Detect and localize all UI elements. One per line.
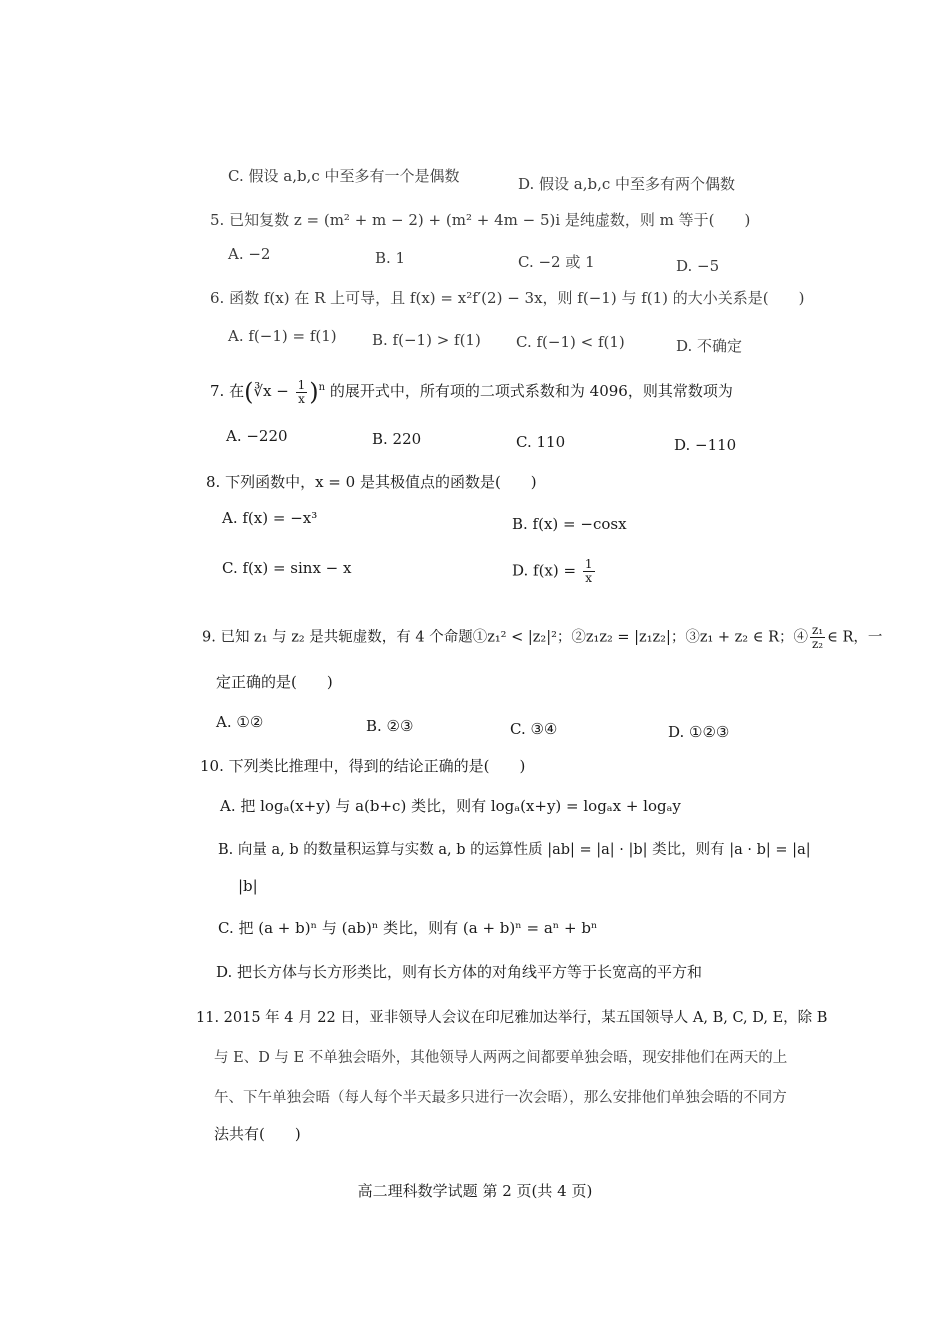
q7-prefix: 7. 在	[210, 382, 245, 400]
q5-stem: 5. 已知复数 z = (m² + m − 2) + (m² + 4m − 5)i 是纯虚数，则 m 等于( )	[210, 211, 751, 229]
q11-line3: 午、下午单独会晤（每人每个半天最多只进行一次会晤），那么安排他们单独会晤的不同方	[214, 1090, 787, 1106]
q10-option-b-line2: |b|	[238, 877, 258, 895]
q11-line1: 11. 2015 年 4 月 22 日，亚非领导人会议在印尼雅加达举行，某五国领导人 A, B, C, D, E，除 B	[196, 1010, 828, 1026]
q8-option-d-fraction	[583, 558, 595, 585]
q9-option-b: B. ②③	[366, 717, 414, 735]
q10-option-c: C. 把 (a + b)ⁿ 与 (ab)ⁿ 类比，则有 (a + b)ⁿ = aⁿ + bⁿ	[218, 919, 598, 937]
q5-option-c: C. −2 或 1	[518, 253, 595, 271]
page-footer: 高二理科数学试题 第 2 页(共 4 页)	[357, 1182, 593, 1200]
q7-right-paren: )	[309, 378, 319, 406]
q7-power: n	[318, 382, 326, 393]
q8-option-d	[512, 558, 597, 585]
q9-line1	[202, 624, 882, 651]
q9-option-c: C. ③④	[510, 720, 558, 738]
q6-option-d: D. 不确定	[676, 337, 743, 355]
q8-stem: 8. 下列函数中，x = 0 是其极值点的函数是( )	[206, 473, 537, 491]
q9-option-d: D. ①②③	[668, 723, 730, 741]
q5-option-b: B. 1	[375, 249, 406, 267]
q10-option-a: A. 把 logₐ(x+y) 与 a(b+c) 类比，则有 logₐ(x+y) = logₐx + logₐy	[220, 797, 681, 815]
q7-radical: ∛x	[253, 382, 272, 400]
q6-option-a: A. f(−1) = f(1)	[228, 327, 337, 345]
q9-line2: 定正确的是( )	[216, 673, 333, 691]
q9-frac-den: z₂	[811, 637, 824, 651]
q7-option-d: D. −110	[674, 436, 737, 454]
q11-line4: 法共有( )	[214, 1125, 301, 1143]
q7-option-b: B. 220	[372, 430, 422, 448]
q11-line2: 与 E、D 与 E 不单独会晤外，其他领导人两两之间都要单独会晤，现安排他们在两天的上	[214, 1050, 788, 1066]
q7-suffix: 的展开式中，所有项的二项式系数和为 4096，则其常数项为	[329, 382, 733, 400]
q8-option-a: A. f(x) = −x³	[222, 509, 318, 527]
q8-d-frac-num: 1	[584, 557, 593, 571]
q10-stem: 10. 下列类比推理中，得到的结论正确的是( )	[200, 757, 526, 775]
q7-left-paren: (	[244, 378, 254, 406]
q7-frac-num: 1	[297, 377, 306, 392]
q8-option-d-prefix: D. f(x) =	[512, 561, 577, 580]
q6-option-c: C. f(−1) < f(1)	[516, 333, 625, 351]
q9-frac-num: z₁	[811, 623, 824, 637]
q7-frac-den: x	[298, 391, 305, 406]
q8-d-frac-den: x	[585, 571, 593, 585]
q6-option-b: B. f(−1) > f(1)	[372, 331, 481, 349]
q5-option-a: A. −2	[228, 245, 271, 263]
q7-stem	[210, 378, 733, 406]
q9-fraction	[810, 624, 825, 651]
q9-line1-text: 9. 已知 z₁ 与 z₂ 是共轭虚数，有 4 个命题①z₁² < |z₂|²；②z₁z₂ = |z₁z₂|；③z₁ + z₂ ∈ R；④	[202, 629, 808, 646]
q10-option-d: D. 把长方体与长方形类比，则有长方体的对角线平方等于长宽高的平方和	[216, 963, 703, 981]
q4-option-c: C. 假设 a,b,c 中至多有一个是偶数	[228, 167, 460, 185]
q6-stem: 6. 函数 f(x) 在 R 上可导，且 f(x) = x²f′(2) − 3x，则 f(−1) 与 f(1) 的大小关系是( )	[210, 289, 805, 307]
q7-minus: −	[276, 382, 289, 400]
q10-option-b-line1: B. 向量 a, b 的数量积运算与实数 a, b 的运算性质 |ab| = |a| · |b| 类比，则有 |a · b| = |a|	[218, 842, 811, 858]
q9-option-a: A. ①②	[216, 713, 264, 731]
q5-option-d: D. −5	[676, 257, 720, 275]
q8-option-c: C. f(x) = sinx − x	[222, 559, 352, 577]
q7-option-a: A. −220	[226, 427, 288, 445]
q7-option-c: C. 110	[516, 433, 566, 451]
q8-option-b: B. f(x) = −cosx	[512, 515, 627, 533]
q9-line1-end: ∈ R，一	[827, 629, 883, 646]
q4-option-d: D. 假设 a,b,c 中至多有两个偶数	[518, 175, 736, 193]
q7-fraction	[296, 379, 308, 406]
